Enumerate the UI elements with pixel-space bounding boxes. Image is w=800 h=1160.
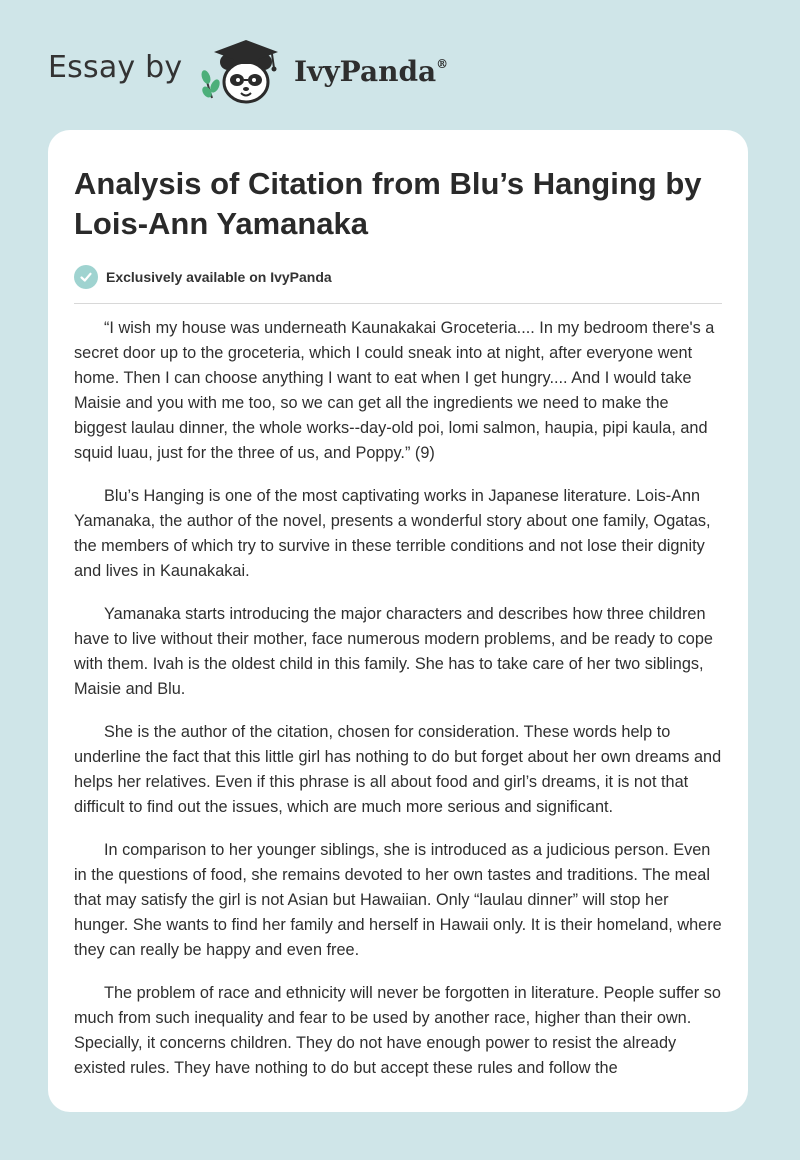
- exclusive-badge: [74, 264, 332, 290]
- paragraph: The problem of race and ethnicity will never be forgotten in literature. People suffer so much from such inequality and fear to be used by another race, higher than their own. Specially, it concerns children. They do not have enough power to resist the already existed rules. They have nothing to do but accept these rules and follow the: [74, 984, 721, 1077]
- paragraph: Blu’s Hanging is one of the most captivating works in Japanese literature. Lois-Ann Yamanaka, the author of the novel, presents a wonderful story about one family, Ogatas, the members of which try to survive in these terrible conditions and not lose their dignity and lives in Kaunakakai.: [74, 487, 711, 580]
- essay-card: [48, 130, 748, 1112]
- paragraph: In comparison to her younger siblings, she is introduced as a judicious person. Even in the questions of food, she remains devoted to her own tastes and traditions. The meal that may satisfy the girl is not Asian but Hawaiian. Only “laulau dinner” will stop her hunger. She wants to find her family and herself in Hawaii only. It is their homeland, where they can really be happy and even free.: [74, 841, 722, 959]
- registered-mark: ®: [436, 57, 449, 71]
- essay-title: Analysis of Citation from Blu’s Hanging by Lois-Ann Yamanaka: [74, 166, 702, 241]
- paragraph: Yamanaka starts introducing the major characters and describes how three children have to live without their mother, face numerous modern problems, and be ready to cope with them. Ivah is the oldest child in this family. She has to take care of her two siblings, Maisie and Blu.: [74, 605, 713, 698]
- paragraph: “I wish my house was underneath Kaunakakai Groceteria.... In my bedroom there's a secret door up to the groceteria, which I could sneak into at night, after everyone went home. Then I can choose anything I want to eat when I get hungry.... And I would take Maisie and you with me too, so we can get all the ingredients we need to make the biggest laulau dinner, the whole works--day-old poi, lomi salmon, haupia, pipi kaula, and squid luau, just for the three of us, and Poppy.” (9): [74, 319, 715, 462]
- essay-by-label: Essay by: [48, 50, 183, 85]
- brand-name[interactable]: IvyPanda®: [294, 55, 449, 88]
- site-header: [0, 0, 800, 125]
- essay-body: [74, 316, 724, 1099]
- panda-logo-icon[interactable]: [200, 36, 292, 110]
- check-icon: [74, 265, 98, 289]
- paragraph: She is the author of the citation, chosen for consideration. These words help to underline the fact that this little girl has nothing to do but forget about her own dreams and helps her relatives. Even if this phrase is all about food and girl’s dreams, it is not that difficult to find out the issues, which are much more serious and significant.: [74, 723, 722, 816]
- divider: [74, 303, 722, 304]
- exclusive-badge-label: Exclusively available on IvyPanda: [106, 269, 332, 285]
